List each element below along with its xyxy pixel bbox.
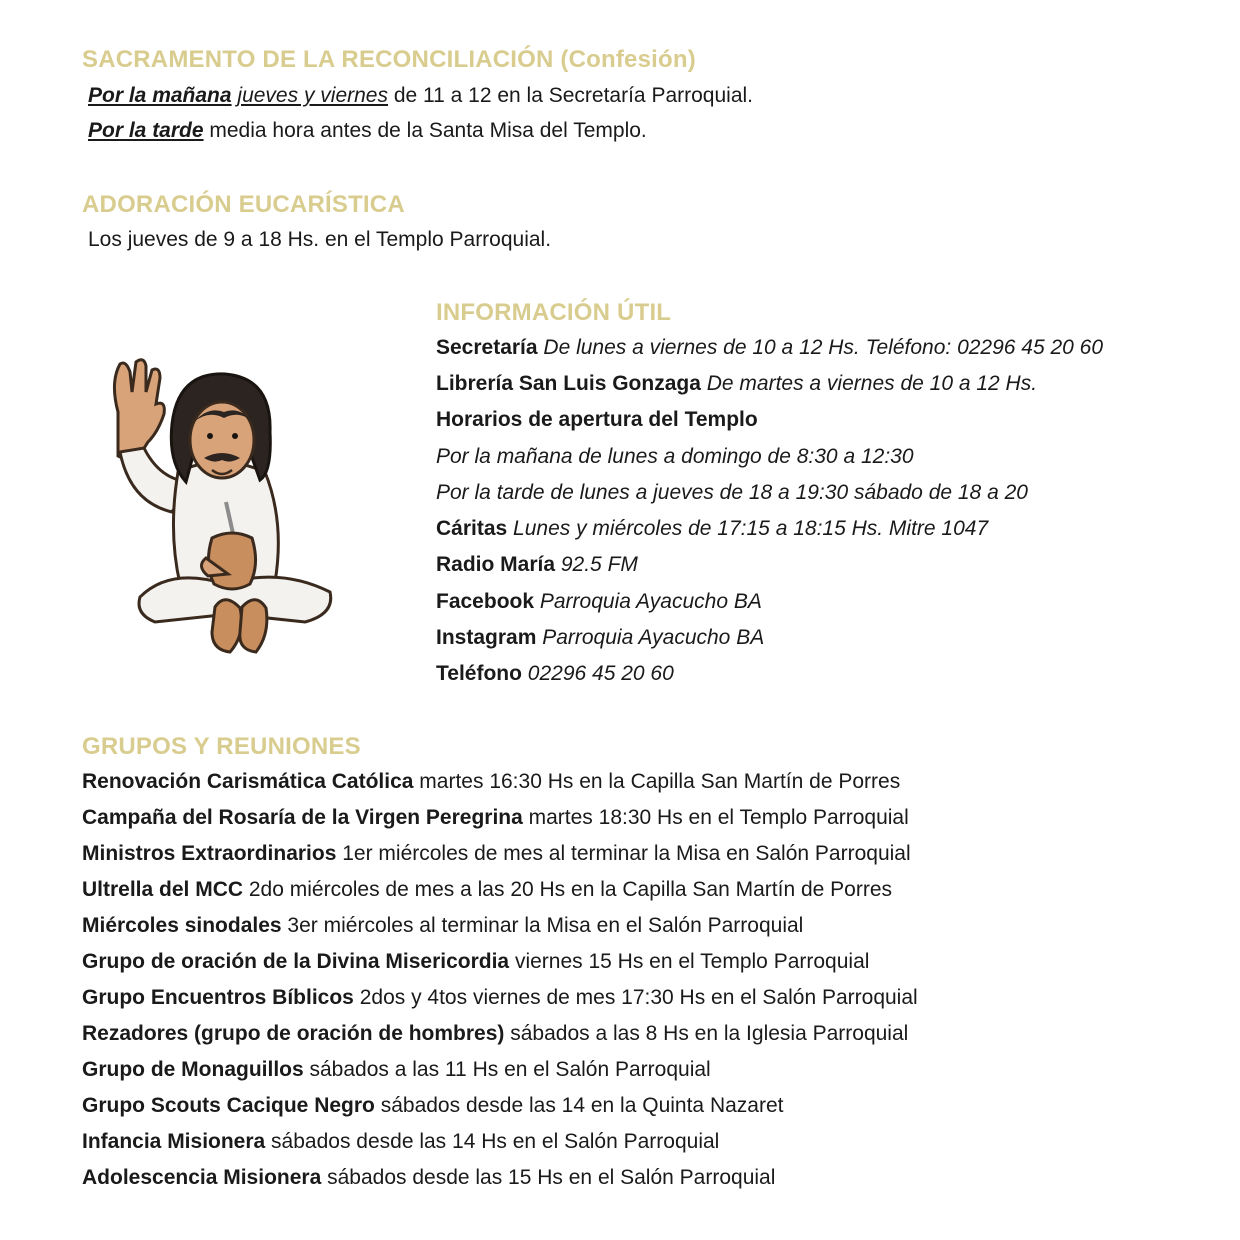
group-name: Infancia Misionera xyxy=(82,1130,266,1153)
group-detail: martes 16:30 Hs en la Capilla San Martín de Porres xyxy=(413,770,901,793)
afternoon-text: media hora antes de la Santa Misa del Templo. xyxy=(203,119,647,142)
info-facebook xyxy=(436,589,762,615)
info-secretaria xyxy=(436,335,1103,361)
list-item xyxy=(82,769,900,795)
list-item xyxy=(82,841,911,867)
adoration-heading: ADORACIÓN EUCARÍSTICA xyxy=(82,191,405,218)
group-name: Miércoles sinodales xyxy=(82,914,282,937)
group-name: Campaña del Rosaría de la Virgen Peregrina xyxy=(82,806,523,829)
info-horarios-morning: Por la mañana de lunes a domingo de 8:30 a 12:30 xyxy=(436,445,914,468)
group-detail: 2do miércoles de mes a las 20 Hs en la Capilla San Martín de Porres xyxy=(243,878,893,901)
group-detail: sábados desde las 14 en la Quinta Nazaret xyxy=(374,1094,784,1117)
info-label: Radio María xyxy=(436,553,556,576)
group-detail: sábados desde las 14 Hs en el Salón Parroquial xyxy=(265,1130,720,1153)
reconciliation-afternoon-line xyxy=(88,118,647,144)
list-item xyxy=(82,949,869,975)
info-telefono xyxy=(436,661,674,687)
info-label: Instagram xyxy=(436,626,537,649)
group-name: Grupo de oración de la Divina Misericordia xyxy=(82,950,510,973)
info-value: Parroquia Ayacucho BA xyxy=(534,590,762,613)
info-libreria xyxy=(436,371,1037,397)
info-horarios-label: Horarios de apertura del Templo xyxy=(436,408,758,431)
list-item xyxy=(82,805,909,831)
group-detail: sábados desde las 15 Hs en el Salón Parroquial xyxy=(321,1166,776,1189)
info-heading: INFORMACIÓN ÚTIL xyxy=(436,299,672,326)
group-name: Grupo de Monaguillos xyxy=(82,1058,304,1081)
morning-text: de 11 a 12 en la Secretaría Parroquial. xyxy=(387,84,753,107)
info-radio xyxy=(436,552,638,578)
group-name: Ministros Extraordinarios xyxy=(82,842,337,865)
group-name: Adolescencia Misionera xyxy=(82,1166,322,1189)
info-label: Librería San Luis Gonzaga xyxy=(436,372,701,395)
info-value: Lunes y miércoles de 17:15 a 18:15 Hs. Mitre 1047 xyxy=(507,517,989,540)
info-value: 92.5 FM xyxy=(555,553,638,576)
reconciliation-morning-line xyxy=(88,83,753,109)
group-detail: 3er miércoles al terminar la Misa en el Salón Parroquial xyxy=(281,914,804,937)
group-name: Ultrella del MCC xyxy=(82,878,244,901)
info-value: 02296 45 20 60 xyxy=(521,662,674,685)
group-detail: viernes 15 Hs en el Templo Parroquial xyxy=(509,950,870,973)
info-caritas xyxy=(436,516,988,542)
reconciliation-heading: SACRAMENTO DE LA RECONCILIACIÓN (Confesión) xyxy=(82,46,696,73)
afternoon-label: Por la tarde xyxy=(88,119,204,142)
list-item xyxy=(82,1057,711,1083)
info-label: Cáritas xyxy=(436,517,508,540)
list-item xyxy=(82,1093,783,1119)
group-name: Grupo Scouts Cacique Negro xyxy=(82,1094,375,1117)
group-detail: sábados a las 8 Hs en la Iglesia Parroquial xyxy=(504,1022,909,1045)
info-label: Facebook xyxy=(436,590,535,613)
groups-heading: GRUPOS Y REUNIONES xyxy=(82,733,361,760)
list-item xyxy=(82,913,803,939)
morning-label: Por la mañana xyxy=(88,84,232,107)
group-detail: 2dos y 4tos viernes de mes 17:30 Hs en el Salón Parroquial xyxy=(353,986,918,1009)
group-name: Renovación Carismática Católica xyxy=(82,770,414,793)
group-name: Grupo Encuentros Bíblicos xyxy=(82,986,354,1009)
group-detail: 1er miércoles de mes al terminar la Misa en Salón Parroquial xyxy=(336,842,911,865)
list-item xyxy=(82,877,892,903)
group-name: Rezadores (grupo de oración de hombres) xyxy=(82,1022,505,1045)
list-item xyxy=(82,1021,908,1047)
info-horarios-afternoon: Por la tarde de lunes a jueves de 18 a 19:30 sábado de 18 a 20 xyxy=(436,481,1028,504)
list-item xyxy=(82,1165,775,1191)
list-item xyxy=(82,1129,719,1155)
saint-mate-illustration xyxy=(100,352,345,662)
group-detail: martes 18:30 Hs en el Templo Parroquial xyxy=(522,806,909,829)
list-item xyxy=(82,985,918,1011)
info-label: Teléfono xyxy=(436,662,522,685)
info-value: De martes a viernes de 10 a 12 Hs. xyxy=(700,372,1038,395)
group-detail: sábados a las 11 Hs en el Salón Parroquial xyxy=(303,1058,711,1081)
info-value: Parroquia Ayacucho BA xyxy=(536,626,765,649)
morning-days: jueves y viernes xyxy=(237,84,388,107)
adoration-text: Los jueves de 9 a 18 Hs. en el Templo Parroquial. xyxy=(88,228,552,251)
info-value: De lunes a viernes de 10 a 12 Hs. Teléfono: 02296 45 20 60 xyxy=(537,336,1104,359)
info-instagram xyxy=(436,625,764,651)
info-label: Secretaría xyxy=(436,336,538,359)
